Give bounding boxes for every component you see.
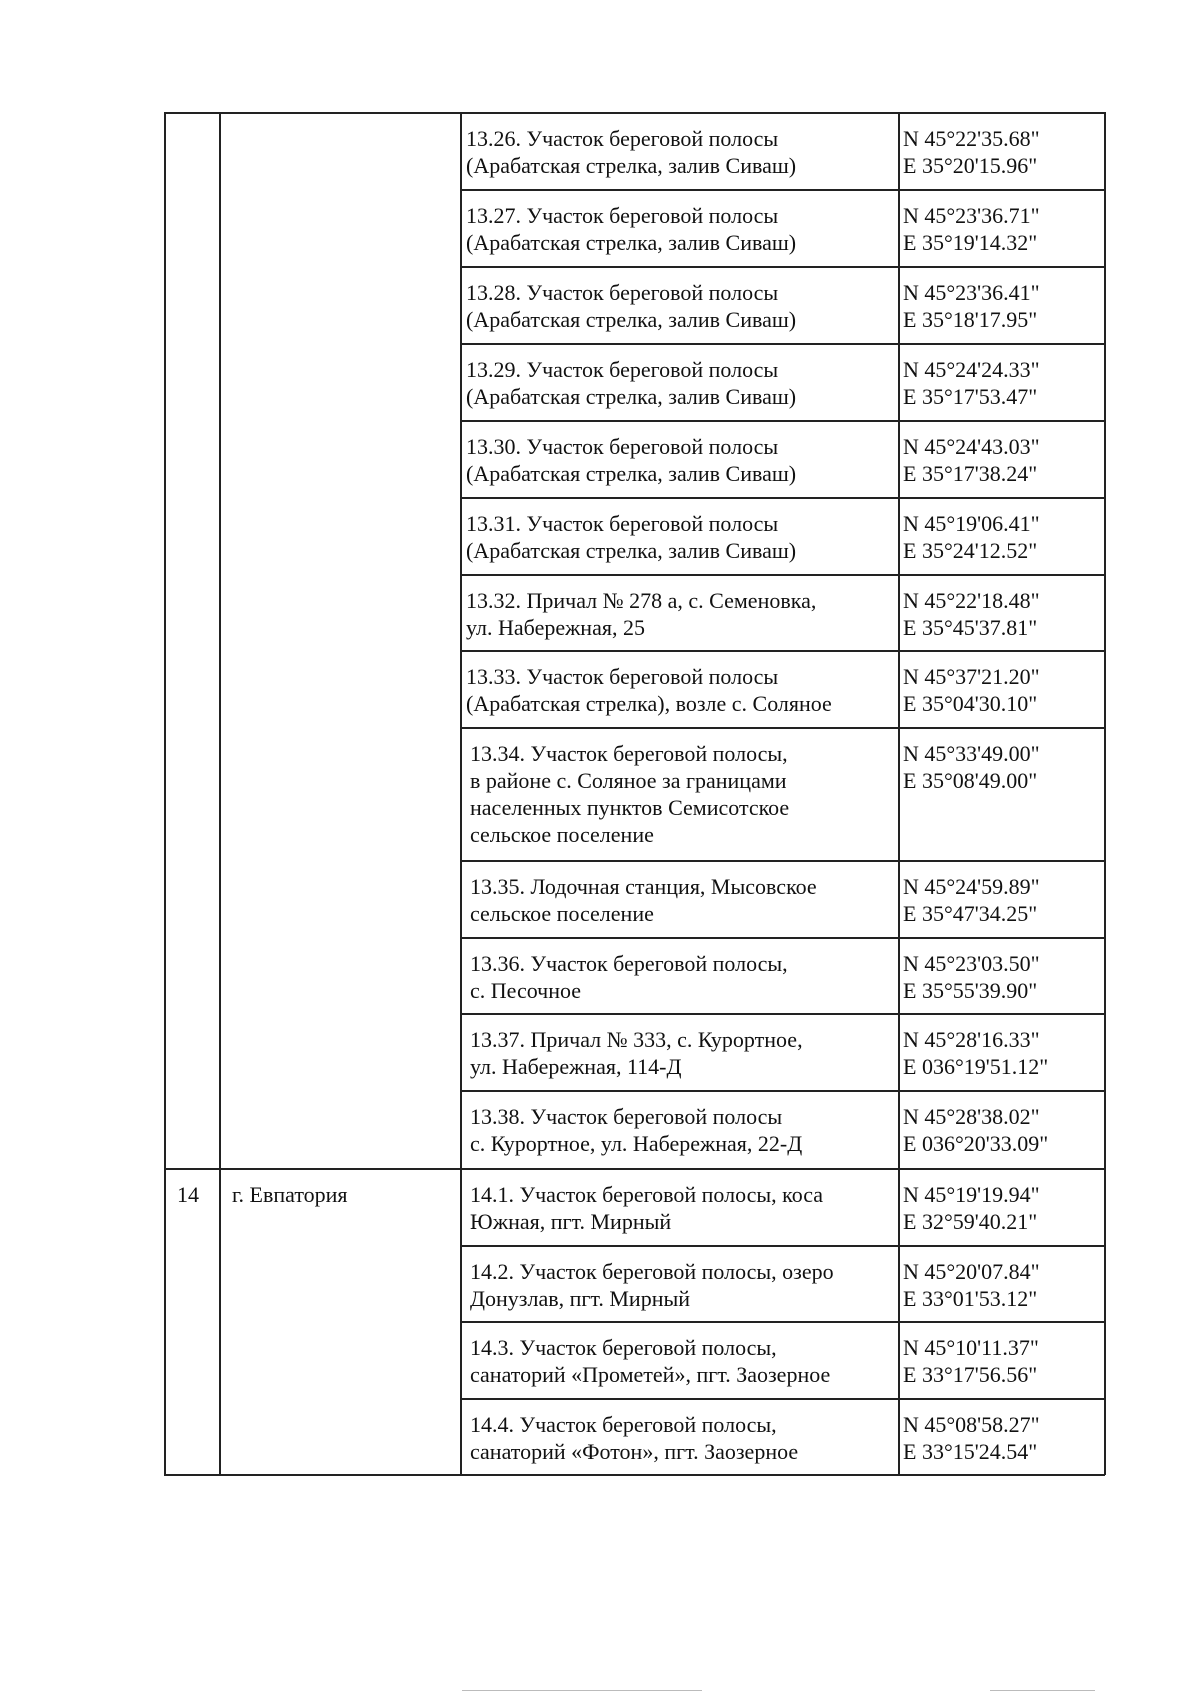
longitude: E 33°17'56.56" — [903, 1362, 1038, 1387]
description-line: ул. Набережная, 114-Д — [470, 1054, 682, 1079]
coordinates — [903, 125, 1103, 179]
longitude: E 35°47'34.25" — [903, 901, 1038, 926]
row-divider — [460, 1013, 1105, 1015]
table-border-left — [164, 112, 166, 1475]
description-line: 13.34. Участок береговой полосы, — [470, 741, 788, 766]
description-line: 13.38. Участок береговой полосы — [470, 1104, 783, 1129]
description-line: (Арабатская стрелка, залив Сиваш) — [466, 538, 797, 563]
location-description — [466, 1103, 893, 1157]
location-description — [466, 279, 893, 333]
description-line: санаторий «Прометей», пгт. Заозерное — [470, 1362, 831, 1387]
location-description — [466, 740, 893, 848]
coordinates — [903, 950, 1103, 1004]
longitude: E 33°15'24.54" — [903, 1439, 1038, 1464]
coordinates — [903, 279, 1103, 333]
latitude: N 45°33'49.00" — [903, 741, 1040, 766]
location-description — [466, 663, 893, 717]
location-description — [466, 950, 893, 1004]
description-line: 14.3. Участок береговой полосы, — [470, 1335, 777, 1360]
row-divider — [460, 266, 1105, 268]
table-border-col1 — [219, 112, 221, 1475]
latitude: N 45°24'59.89" — [903, 874, 1040, 899]
longitude: E 35°45'37.81" — [903, 615, 1038, 640]
description-line: (Арабатская стрелка, залив Сиваш) — [466, 307, 797, 332]
location-description — [466, 356, 893, 410]
coordinates — [903, 873, 1103, 927]
row-divider — [460, 937, 1105, 939]
description-line: 13.36. Участок береговой полосы, — [470, 951, 788, 976]
table-border-right — [1104, 112, 1106, 1475]
description-line: в районе с. Соляное за границами — [470, 768, 787, 793]
scan-artifact-line — [462, 1690, 702, 1691]
row-divider — [460, 1245, 1105, 1247]
coordinates — [903, 356, 1103, 410]
longitude: E 036°20'33.09" — [903, 1131, 1049, 1156]
coordinates — [903, 1103, 1103, 1157]
latitude: N 45°23'36.41" — [903, 280, 1040, 305]
description-line: 13.33. Участок береговой полосы — [466, 664, 779, 689]
location-description — [470, 1181, 894, 1235]
latitude: N 45°24'24.33" — [903, 357, 1040, 382]
row-divider — [460, 1090, 1105, 1092]
municipality-name: г. Евпатория — [232, 1182, 348, 1207]
latitude: N 45°19'06.41" — [903, 511, 1040, 536]
location-description — [466, 873, 893, 927]
coordinates — [903, 202, 1103, 256]
coordinates — [903, 510, 1103, 564]
description-line: 13.32. Причал № 278 а, с. Семеновка, — [466, 588, 817, 613]
longitude: E 35°24'12.52" — [903, 538, 1038, 563]
description-line: 14.2. Участок береговой полосы, озеро — [470, 1259, 834, 1284]
description-line: (Арабатская стрелка, залив Сиваш) — [466, 461, 797, 486]
longitude: E 35°20'15.96" — [903, 153, 1038, 178]
longitude: E 35°04'30.10" — [903, 691, 1038, 716]
latitude: N 45°19'19.94" — [903, 1182, 1040, 1207]
longitude: E 35°08'49.00" — [903, 768, 1038, 793]
latitude: N 45°28'38.02" — [903, 1104, 1040, 1129]
table-border-col3 — [898, 112, 900, 1475]
coordinates — [903, 1334, 1103, 1388]
latitude: N 45°08'58.27" — [903, 1412, 1040, 1437]
location-description — [470, 1258, 894, 1312]
row-divider — [460, 1398, 1105, 1400]
location-description — [470, 1334, 894, 1388]
coordinates — [903, 587, 1103, 641]
table-border-col2 — [460, 112, 462, 1475]
description-line: санаторий «Фотон», пгт. Заозерное — [470, 1439, 799, 1464]
description-line: 13.31. Участок береговой полосы — [466, 511, 779, 536]
latitude: N 45°22'18.48" — [903, 588, 1040, 613]
row-divider — [460, 497, 1105, 499]
description-line: ул. Набережная, 25 — [466, 615, 645, 640]
row-divider — [460, 727, 1105, 729]
longitude: E 35°17'38.24" — [903, 461, 1038, 486]
description-line: сельское поселение — [470, 822, 654, 847]
location-description — [466, 125, 893, 179]
location-description — [466, 1026, 893, 1080]
longitude: E 35°18'17.95" — [903, 307, 1038, 332]
longitude: E 32°59'40.21" — [903, 1209, 1038, 1234]
row-divider — [460, 574, 1105, 576]
location-description — [466, 202, 893, 256]
longitude: E 35°17'53.47" — [903, 384, 1038, 409]
latitude: N 45°23'36.71" — [903, 203, 1040, 228]
description-line: (Арабатская стрелка, залив Сиваш) — [466, 230, 797, 255]
description-line: 13.27. Участок береговой полосы — [466, 203, 779, 228]
coordinates — [903, 1181, 1103, 1235]
description-line: 13.35. Лодочная станция, Мысовское — [470, 874, 817, 899]
row-divider — [460, 860, 1105, 862]
longitude: E 036°19'51.12" — [903, 1054, 1049, 1079]
row-divider — [460, 343, 1105, 345]
latitude: N 45°37'21.20" — [903, 664, 1040, 689]
description-line: Южная, пгт. Мирный — [470, 1209, 672, 1234]
group-divider — [164, 1168, 1105, 1170]
description-line: (Арабатская стрелка, залив Сиваш) — [466, 153, 797, 178]
description-line: 13.30. Участок береговой полосы — [466, 434, 779, 459]
description-line: (Арабатская стрелка, залив Сиваш) — [466, 384, 797, 409]
table-border-top — [164, 112, 1105, 114]
latitude: N 45°24'43.03" — [903, 434, 1040, 459]
coordinates — [903, 740, 1103, 794]
description-line: с. Курортное, ул. Набережная, 22-Д — [470, 1131, 803, 1156]
coordinates — [903, 1258, 1103, 1312]
latitude: N 45°28'16.33" — [903, 1027, 1040, 1052]
row-divider — [460, 420, 1105, 422]
row-divider — [460, 650, 1105, 652]
location-description — [466, 587, 893, 641]
location-description — [466, 510, 893, 564]
longitude: E 35°19'14.32" — [903, 230, 1038, 255]
description-line: Донузлав, пгт. Мирный — [470, 1286, 691, 1311]
row-divider — [460, 189, 1105, 191]
scan-artifact-line — [990, 1690, 1095, 1691]
description-line: 14.4. Участок береговой полосы, — [470, 1412, 777, 1437]
description-line: населенных пунктов Семисотское — [470, 795, 790, 820]
longitude: E 35°55'39.90" — [903, 978, 1038, 1003]
coordinates — [903, 433, 1103, 487]
description-line: 13.26. Участок береговой полосы — [466, 126, 779, 151]
coordinates — [903, 1026, 1103, 1080]
location-description — [470, 1411, 894, 1465]
coordinates — [903, 663, 1103, 717]
description-line: 14.1. Участок береговой полосы, коса — [470, 1182, 824, 1207]
description-line: 13.37. Причал № 333, с. Курортное, — [470, 1027, 803, 1052]
description-line: 13.28. Участок береговой полосы — [466, 280, 779, 305]
table-border-bottom — [164, 1474, 1105, 1476]
description-line: с. Песочное — [470, 978, 582, 1003]
location-description — [466, 433, 893, 487]
latitude: N 45°22'35.68" — [903, 126, 1040, 151]
latitude: N 45°10'11.37" — [903, 1335, 1039, 1360]
latitude: N 45°23'03.50" — [903, 951, 1040, 976]
coordinates — [903, 1411, 1103, 1465]
row-divider — [460, 1321, 1105, 1323]
latitude: N 45°20'07.84" — [903, 1259, 1040, 1284]
row-number: 14 — [177, 1182, 199, 1207]
description-line: сельское поселение — [470, 901, 654, 926]
description-line: 13.29. Участок береговой полосы — [466, 357, 779, 382]
description-line: (Арабатская стрелка), возле с. Соляное — [466, 691, 832, 716]
longitude: E 33°01'53.12" — [903, 1286, 1038, 1311]
